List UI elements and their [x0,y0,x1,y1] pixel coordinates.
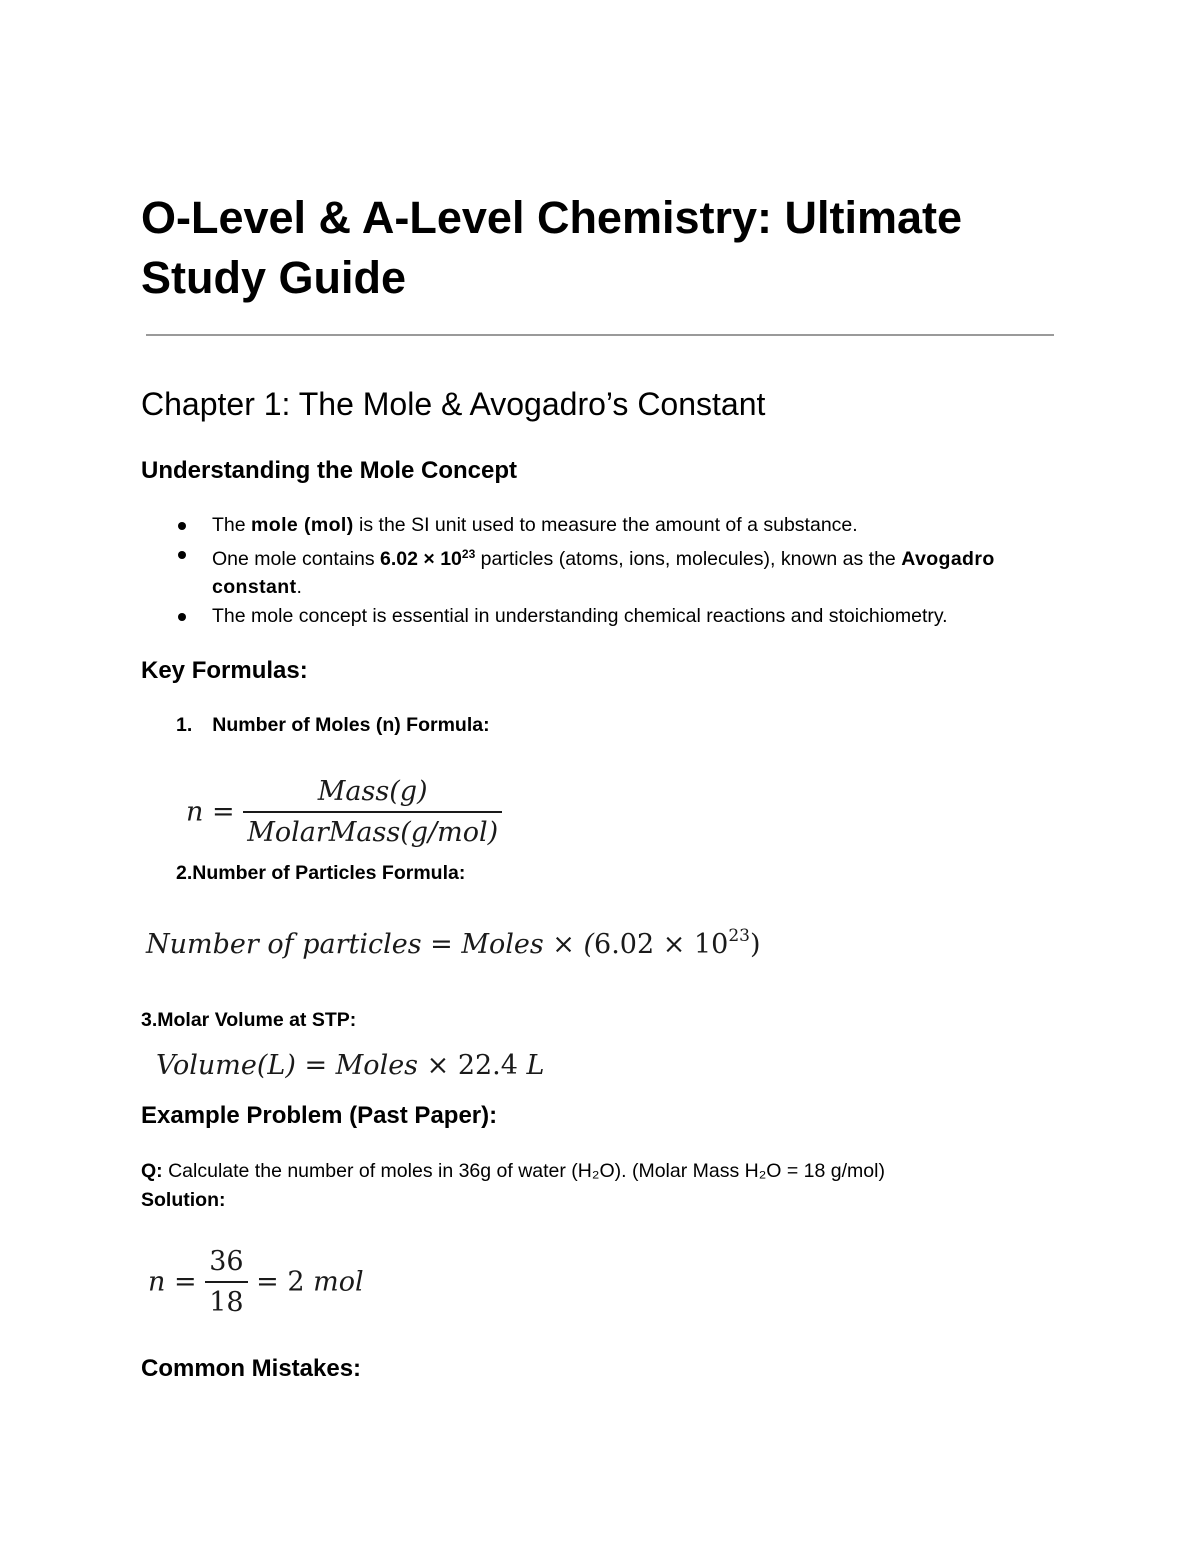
fraction-numerator: Mass(g) [317,776,428,807]
formula-title: Molar Volume at STP: [157,1009,357,1031]
example-question [141,1157,885,1214]
formula-title: Number of Moles (n) Formula: [212,714,490,736]
molar-volume-unit: L [517,1050,545,1081]
formula-lhs: Volume(L) = Moles × [156,1050,458,1081]
horizontal-divider [146,334,1054,336]
solution-fraction [205,1246,247,1318]
mole-concept-bullet-list [176,511,1076,630]
formula-1-heading [176,711,490,739]
question-text: Calculate the number of moles in 36g of water (H₂O). (Molar Mass H₂O = 18 g/mol) [168,1160,885,1182]
solution-label: Solution: [141,1188,226,1211]
moles-fraction [243,776,502,848]
bullet-text: is the SI unit used to measure the amount of a substance. [353,514,858,536]
avogadro-coefficient: 6.02 × 10 [594,929,729,960]
section-heading-key-formulas: Key Formulas: [141,657,308,684]
bullet-text: The [212,514,252,536]
fraction-numerator: 36 [209,1246,244,1277]
formula-lhs: n = [148,1266,197,1298]
bullet-bold-term: Avogadro constant [212,547,995,598]
bullet-text: particles (atoms, ions, molecules), known as the [475,547,902,570]
bullet-text: One mole contains [212,547,381,570]
formula-title: Number of Particles Formula: [192,862,466,884]
avogadro-number: 6.02 × 10 [380,547,462,570]
formula-2-heading [176,859,465,887]
bullet-bold-term: mole (mol) [251,514,354,536]
molar-volume-formula [156,1050,544,1081]
chapter-heading: Chapter 1: The Mole & Avogadro’s Constant [141,386,766,422]
list-item [176,602,1076,631]
closing-paren: ) [749,929,761,960]
section-heading-mole-concept: Understanding the Mole Concept [141,457,518,484]
solution-unit: mol [313,1266,364,1298]
section-heading-common-mistakes: Common Mistakes: [141,1355,362,1382]
moles-formula [186,776,502,848]
list-item [176,511,1076,540]
avogadro-exponent: 23 [728,926,750,946]
bullet-text: . [296,576,302,598]
formula-3-heading [141,1006,356,1034]
formula-number: 2. [176,862,193,884]
formula-lhs: Number of particles = Moles × ( [146,929,595,960]
section-heading-example: Example Problem (Past Paper): [141,1102,498,1129]
bullet-text: The mole concept is essential in understanding chemical reactions and stoichiometry. [212,604,948,627]
document-title: O-Level & A-Level Chemistry: Ultimate Study Guide [141,192,963,303]
particles-formula [146,926,761,960]
molar-volume-value: 22.4 [457,1050,518,1081]
question-label: Q: [141,1160,163,1182]
fraction-denominator: MolarMass(g/mol) [243,811,502,848]
solution-value: = 2 [256,1266,305,1298]
formula-number: 3. [141,1009,158,1031]
list-item [176,540,1076,602]
avogadro-exponent: 23 [461,546,476,561]
formula-lhs: n = [186,796,235,828]
solution-formula [148,1246,364,1318]
fraction-denominator: 18 [205,1281,247,1318]
formula-number: 1. [176,714,193,736]
